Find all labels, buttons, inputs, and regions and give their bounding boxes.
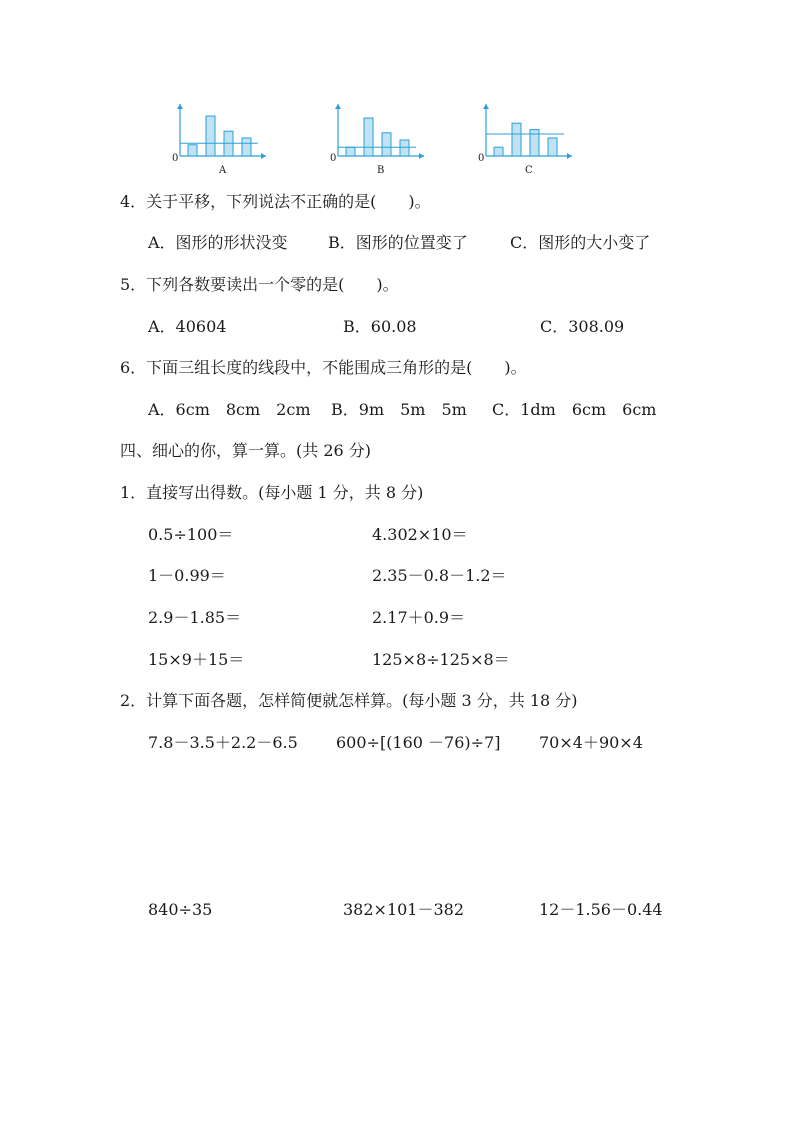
x-axis-arrow (261, 153, 266, 159)
x-axis-arrow (419, 153, 424, 159)
part-1-title: 1．直接写出得数。(每小题 1 分，共 8 分) (120, 483, 424, 502)
chart-a (170, 98, 270, 178)
chart-bar (400, 140, 409, 156)
oral-calc-item: 15×9＋15＝ (148, 650, 245, 669)
question-5-option-b: B．60.08 (343, 317, 417, 336)
chart-label: B (377, 165, 385, 176)
chart-bar (206, 116, 215, 156)
chart-label: A (219, 165, 227, 176)
chart-label: C (525, 165, 533, 176)
y-axis-arrow (483, 104, 489, 109)
oral-calc-item: 125×8÷125×8＝ (372, 650, 510, 669)
question-6-option-b: B．9m 5m 5m (331, 400, 467, 419)
question-4-option-a: A．图形的形状没变 (148, 233, 288, 252)
part-2-title: 2．计算下面各题，怎样简便就怎样算。(每小题 3 分，共 18 分) (120, 691, 578, 710)
calc-problem: 382×101－382 (343, 900, 465, 919)
chart-svg (328, 98, 428, 178)
question-5-option-a: A．40604 (148, 317, 227, 336)
section-4-title: 四、细心的你，算一算。(共 26 分) (120, 441, 372, 460)
question-4-option-b: B．图形的位置变了 (328, 233, 468, 252)
chart-bar (512, 123, 521, 156)
y-axis-arrow (335, 104, 341, 109)
chart-bar (494, 147, 503, 156)
oral-calc-item: 0.5÷100＝ (148, 525, 234, 544)
question-6-option-c: C．1dm 6cm 6cm (492, 400, 657, 419)
calc-problem: 840÷35 (148, 900, 213, 919)
oral-calc-item: 2.9－1.85＝ (148, 608, 242, 627)
calc-problem: 7.8－3.5＋2.2－6.5 (148, 733, 298, 752)
y-axis-arrow (177, 104, 183, 109)
calc-problem: 600÷[(160 －76)÷7] (336, 733, 501, 752)
chart-bar (364, 118, 373, 156)
chart-c (476, 98, 576, 178)
bar-chart-options (170, 98, 590, 178)
question-5-option-c: C．308.09 (540, 317, 625, 336)
chart-bar (242, 138, 251, 156)
chart-b (328, 98, 428, 178)
chart-svg (170, 98, 270, 178)
calc-problem: 70×4＋90×4 (539, 733, 643, 752)
question-5-stem: 5．下列各数要读出一个零的是( )。 (120, 275, 399, 294)
x-axis-arrow (567, 153, 572, 159)
oral-calc-item: 2.35－0.8－1.2＝ (372, 566, 507, 585)
oral-calc-item: 1－0.99＝ (148, 566, 226, 585)
origin-label: 0 (172, 153, 179, 164)
chart-svg (476, 98, 576, 178)
oral-calc-item: 2.17＋0.9＝ (372, 608, 466, 627)
origin-label: 0 (478, 153, 485, 164)
calc-problem: 12－1.56－0.44 (539, 900, 663, 919)
chart-bar (548, 138, 557, 156)
chart-bar (346, 147, 355, 156)
oral-calc-item: 4.302×10＝ (372, 525, 468, 544)
chart-bar (188, 145, 197, 156)
question-4-stem: 4．关于平移，下列说法不正确的是( )。 (120, 192, 431, 211)
question-6-stem: 6．下面三组长度的线段中，不能围成三角形的是( )。 (120, 358, 527, 377)
question-4-option-c: C．图形的大小变了 (510, 233, 651, 252)
question-6-option-a: A．6cm 8cm 2cm (148, 400, 311, 419)
chart-bar (382, 133, 391, 156)
origin-label: 0 (330, 153, 337, 164)
